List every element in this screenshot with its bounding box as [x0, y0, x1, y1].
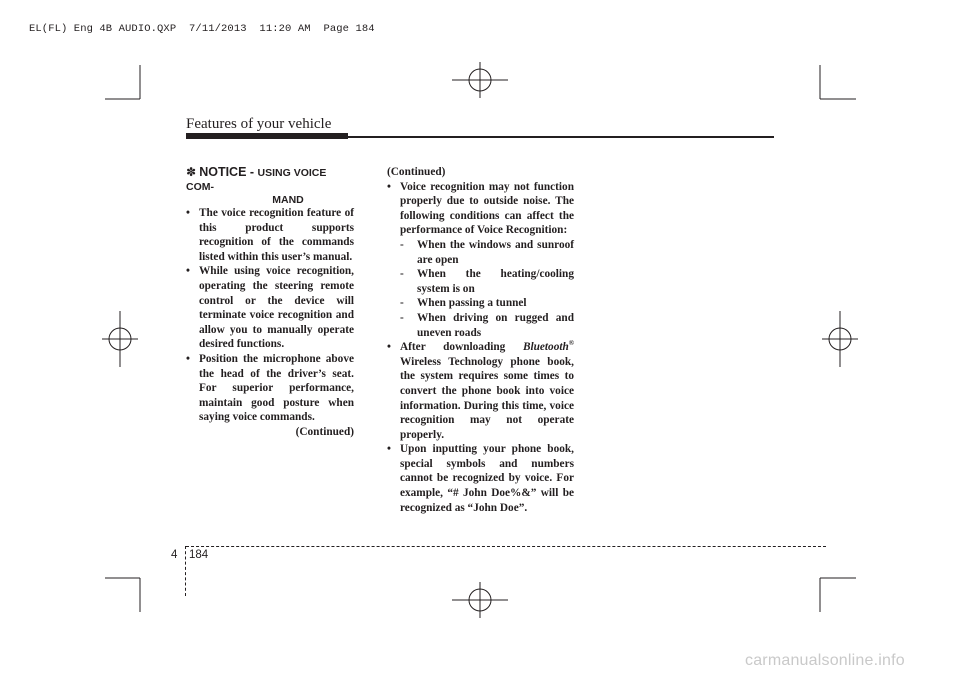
continued-from-label: (Continued)	[387, 166, 446, 178]
footer-divider	[185, 546, 186, 596]
page-number: 184	[189, 549, 209, 561]
notice-title-line2: MAND	[272, 194, 304, 206]
registration-target-left	[102, 311, 138, 367]
notice-title-line1: USING VOICE COM-	[186, 167, 327, 193]
list-item: • Voice recognition may not function properly due to outside noise. The following conditions can affect the performance of Voice Recognition:	[387, 180, 574, 237]
condition-item: - When driving on rugged and uneven roads	[400, 311, 574, 339]
registration-target-right	[822, 311, 858, 367]
list-item: • The voice recognition feature of this product supports recognition of the commands listed within this user’s manual.	[186, 207, 354, 263]
notice-star-icon: ✽	[186, 165, 197, 179]
condition-item: - When passing a tunnel	[400, 297, 527, 310]
right-column	[387, 165, 574, 515]
bullet-icon: •	[186, 352, 190, 365]
bluetooth-brand: Bluetooth	[522, 341, 569, 354]
bullet-icon: •	[186, 265, 190, 278]
section-title: Features of your vehicle	[186, 116, 332, 132]
list-item: • Position the microphone above the head of the driver’s seat. For superior performance, maintain good posture when saying voice commands.	[186, 352, 354, 424]
condition-item: - When the windows and sunroof are open	[400, 238, 574, 266]
header-rule-thick	[186, 133, 348, 139]
condition-item: - When the heating/cooling system is on	[400, 268, 574, 295]
notice-label: NOTICE -	[199, 165, 258, 179]
registered-mark: ®	[568, 339, 574, 348]
notice-heading	[186, 165, 354, 206]
footer-rule	[186, 546, 826, 547]
bullet-icon: •	[387, 180, 391, 193]
registration-target-top	[452, 62, 508, 98]
print-slug: EL(FL) Eng 4B AUDIO.QXP 7/11/2013 11:20 AM Page 184	[29, 23, 375, 35]
dash-icon: -	[400, 311, 404, 324]
dash-icon: -	[400, 297, 404, 310]
list-item: • Upon inputting your phone book, special symbols and numbers cannot be recognized by voice. For example, “# John Doe%&” will be recognized as “John Doe”.	[387, 443, 574, 514]
watermark: carmanualsonline.info	[745, 652, 905, 669]
bullet-icon: •	[387, 443, 391, 456]
continued-label: (Continued)	[295, 425, 354, 438]
registration-target-bottom	[452, 582, 508, 618]
bullet-icon: •	[387, 341, 391, 354]
header-rule	[186, 133, 774, 139]
left-column	[186, 165, 354, 440]
list-item: • While using voice recognition, operating the steering remote control or the device will terminate voice recognition and allow you to manually operate desired functions.	[186, 265, 354, 351]
dash-icon: -	[400, 238, 404, 251]
chapter-number: 4	[171, 549, 178, 561]
header-rule-thin	[348, 136, 774, 138]
bullet-icon: •	[186, 207, 190, 219]
list-item: • After downloading Bluetooth® Wireless Technology phone book, the system requires some times to convert the phone book into voice information. During this time, voice recognition may not operate properly.	[387, 339, 574, 441]
dash-icon: -	[400, 268, 404, 281]
